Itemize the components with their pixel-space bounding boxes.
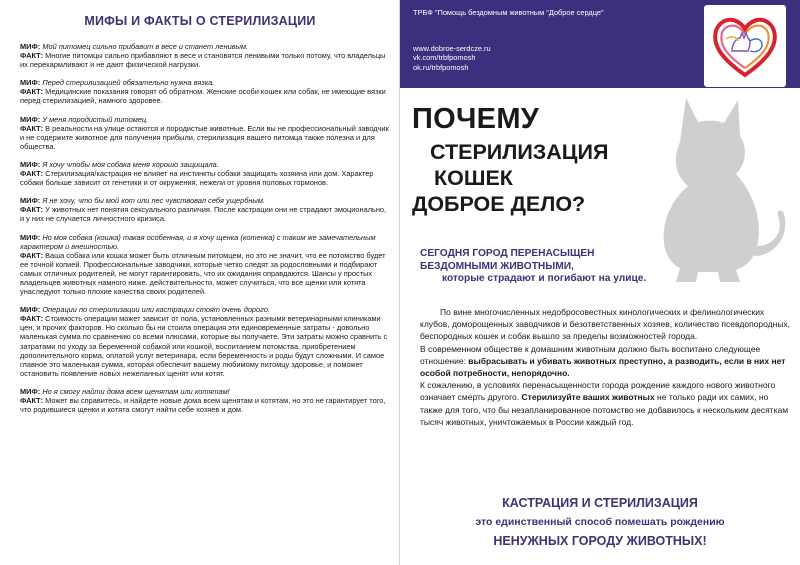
myth-label: МИФ: [20,232,41,242]
overpop-line-3: которые страдают и погибают на улице. [442,273,647,285]
fact-text [20,51,392,69]
myth-text [20,42,392,51]
fact-statement: Стерилизация/кастрация не влияет на инстинкты собаки защищать хозяина или дом. Характер собаки больше зависит от генетики и от окружения, нежели от уровня половых гормонов. [20,169,374,188]
myth-label: МИФ: [20,78,41,88]
myth-statement: Я хочу чтобы моя собака меня хорошо защищала. [42,159,219,169]
heart-with-cat-dog-logo-icon [704,5,786,87]
myth-text [20,233,392,251]
fact-label: ФАКТ: [20,123,44,133]
myth-statement: Но я смогу найти дома всем щенятам или котятам! [42,386,230,396]
logo [704,5,786,87]
bottom-line-3: НЕНУЖНЫХ ГОРОДУ ЖИВОТНЫХ! [493,534,707,548]
fact-text [20,396,392,414]
fact-label: ФАКТ: [20,169,44,179]
fact-text [20,205,392,223]
myths-facts-title: МИФЫ И ФАКТЫ О СТЕРИЛИЗАЦИИ [84,14,316,28]
myth-statement: Но моя собака (кошка) такая особенная, и я хочу щенка (котенка) с таким же замечательным характером и внешностью. [20,232,376,251]
fact-text [20,124,392,151]
overpop-line-2: БЕЗДОМНЫМИ ЖИВОТНЫМИ, [420,260,574,272]
paragraph-1: По вине многочисленных недобросовестных кинологических и фелинологических клубов, доморощенных заводчиков и безответственных хозяев, количество псевдопородных, беспородных кошек и собак вышло за пределы возможностей города. [420,307,791,342]
contact-links [413,44,491,72]
myth-statement: Перед стерилизацией обязательно нужна вязка. [42,78,215,88]
fact-text [20,251,392,296]
fact-statement: Многие питомцы сильно прибавляют в весе и становятся ленивыми только потому, что владельцы их перекармливают и не дают физической нагрузки. [20,51,386,70]
paragraph-3-text: К сожалению, в условиях перенасыщенности города рождение каждого нового животного означает смерть другого. [420,380,776,403]
fact-statement: Ваша собака или кошка может быть отличным питомцем, но это не значит, что ее потомство будет ее точной копией. Профессиональные заводчики, которые четко следят за родословными и подбирают самых отличных родителей, не могут гарантировать, что их ожидания оправдаются. Шансы у простых владельцев животных намного ниже. действительности, может случиться, что все щенки или котята унаследуют только плохие качества своих родителей. [20,250,386,297]
fact-label: ФАКТ: [20,396,44,405]
fact-label: ФАКТ: [20,87,44,97]
paragraph-2-bold: выбрасывать и убивать животных преступно, а разводить, если в них нет особой потребности, непорядочно. [420,355,786,379]
headline-line-4: ДОБРОЕ ДЕЛО? [412,192,586,217]
myth-text [20,78,392,87]
fact-text [20,314,392,378]
myth-fact-item [20,233,392,297]
myth-text [20,196,392,205]
paragraph-2-text: В современном обществе к домашним животным должно быть воспитано следующее отношение: [420,343,761,366]
fact-text [20,169,392,187]
headline-line-3: КОШЕК [434,165,513,190]
bottom-callout [400,494,800,551]
myth-label: МИФ: [20,42,41,51]
fact-statement: Может вы справитесь, и найдете новые дома всем щенятам и котятам, но это не гарантирует того, что родившиеся щенки и котята смогут найти себе хозяев и дом. [20,396,386,415]
myth-label: МИФ: [20,159,41,169]
myth-statement: Мой питомец сильно прибавит в весе и станет ленивым. [42,42,249,51]
fact-statement: Стоимость операции может зависит от пола, установленных разными ветеринарными клиниками цен, и прочих факторов. Но сколько бы ни стоила операция эти единовременные затраты - довольно маленькая сумма по сравнению со всеми плюсами, которые вы получаете. Эти затраты можно сравнить с затратами по уходу за беременной собакой или кошкой, воспитанием потомства, приобретением дополнительного корма, оплатой услуг ветеринара, если беременность и роды будут сложными. И самое главное это маленькая сумма, которая обеспечит вашему любимому питомцу здоровье, и поможет остановить появление новых нежеланных щенят или котят. [20,314,388,378]
myth-text [20,160,392,169]
main-paragraph [420,306,792,428]
myth-fact-item [20,196,392,223]
bottom-line-2: это единственный способ помешать рождению [475,516,725,528]
myth-label: МИФ: [20,386,41,396]
fact-label: ФАКТ: [20,314,44,324]
myth-fact-item [20,305,392,378]
cover-panel [400,0,800,565]
overpop-line-1: СЕГОДНЯ ГОРОД ПЕРЕНАСЫЩЕН [420,248,595,259]
myth-label: МИФ: [20,114,41,124]
headline-line-1: ПОЧЕМУ [412,103,540,135]
website-link[interactable]: www.dobroe-serdcze.ru [413,44,491,53]
paragraph-3-bold: Стерилизуйте ваших животных [521,392,655,403]
myth-statement: Я не хочу, что бы мой кот или пес чувствовал себя ущербным. [42,196,265,206]
headline-line-2: СТЕРИЛИЗАЦИЯ [430,139,609,164]
paragraph-3-end: не только ради их самих, но также для того, что бы незапланированное потомство не добавилось к нескольким десяткам тысяч животных, уничтожаемых в России каждый год. [420,392,789,427]
myth-text [20,387,392,396]
bottom-line-1: КАСТРАЦИЯ И СТЕРИЛИЗАЦИЯ [502,496,698,510]
fact-statement: У животных нет понятия сексуального различия. После кастрации они не страдают эмоционально, и у них не случается личностного кризиса. [20,205,387,224]
myth-label: МИФ: [20,305,41,315]
ok-link[interactable]: ok.ru/trbfpomosh [413,62,469,72]
fact-statement: В реальности на улице остаются и породистые животные. Если вы не профессиональный заводчик и не содержите животное для получения прибыли, стерилизация вашего питомца также полезна и для общества. [20,123,389,151]
overpopulation-callout [420,248,680,286]
myth-fact-item [20,387,392,414]
myth-text [20,305,392,314]
fact-label: ФАКТ: [20,51,44,61]
myth-statement: У меня породистый питомец. [42,114,149,124]
myth-fact-item [20,42,392,69]
main-headline [412,104,682,216]
myth-fact-item [20,115,392,151]
fact-label: ФАКТ: [20,250,44,260]
myth-fact-item [20,160,392,187]
fact-text [20,87,392,105]
myths-facts-list [20,42,392,423]
vk-link[interactable]: vk.com/trbfpomosh [413,53,476,63]
myth-text [20,115,392,124]
organization-name: ТРБФ "Помощь бездомным животным "Доброе сердце" [413,8,604,17]
myth-label: МИФ: [20,196,41,206]
myth-statement: Операции по стерилизации или кастрации стоят очень дорого. [42,305,270,315]
header-banner [400,0,800,88]
fact-statement: Медицинские показания говорят об обратном. Женские особи кошек или собак, не имеющие вязки перед стерилизацией, намного здоровее. [20,87,386,106]
fact-label: ФАКТ: [20,205,44,215]
myth-fact-item [20,78,392,105]
